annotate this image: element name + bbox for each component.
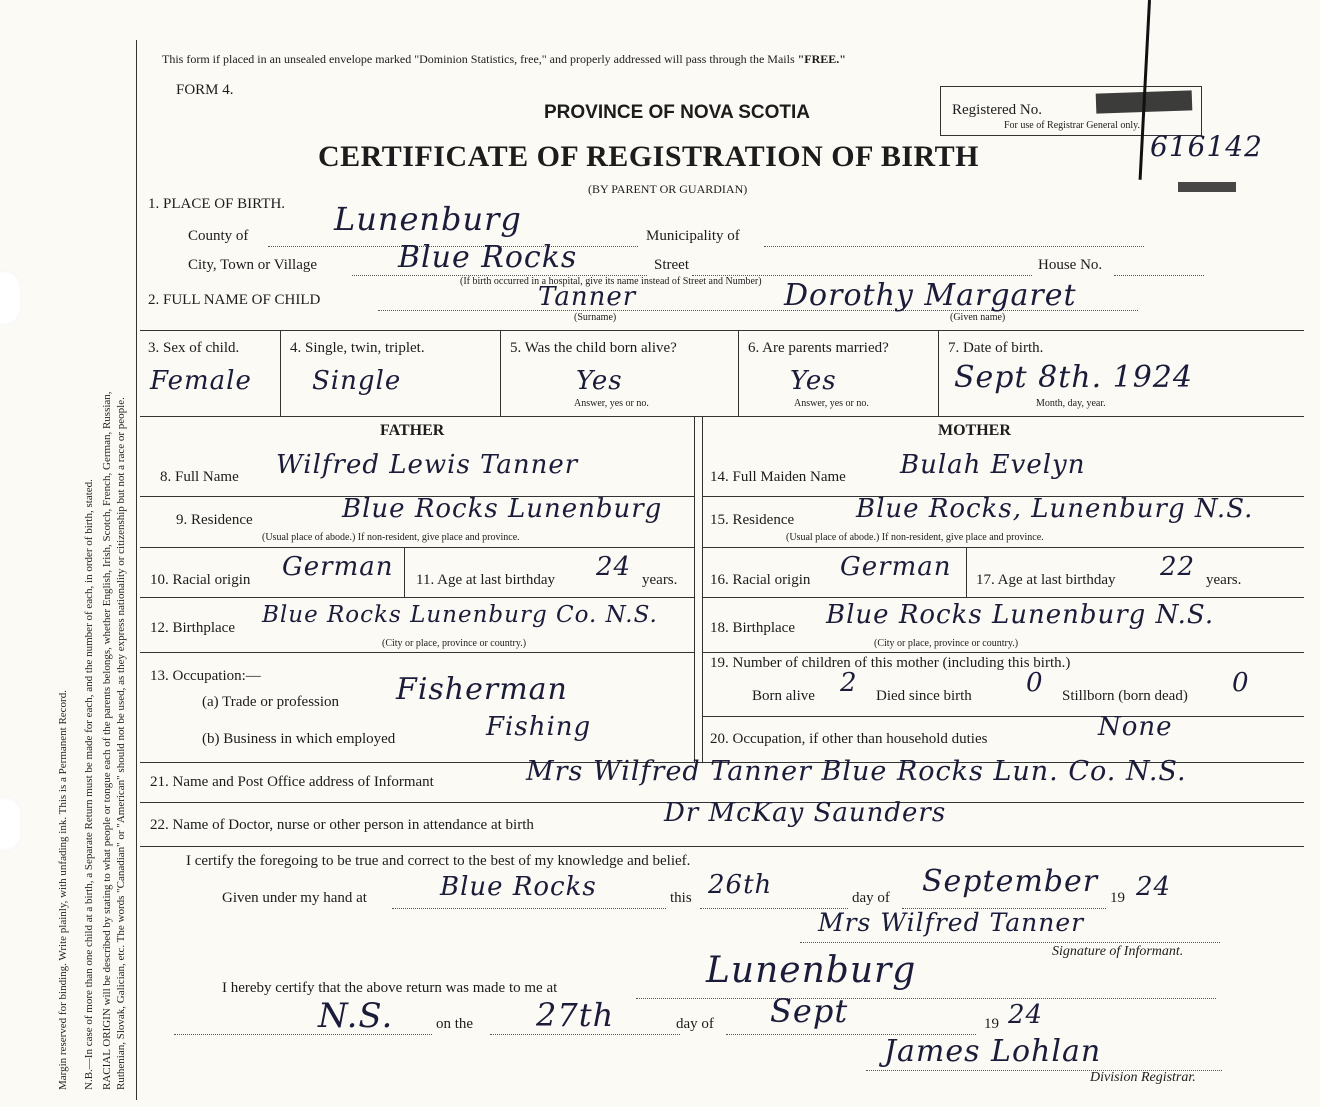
father-trade-label: (a) Trade or profession bbox=[202, 694, 340, 710]
parents-married-caption: Answer, yes or no. bbox=[794, 398, 869, 409]
rule bbox=[280, 330, 281, 416]
born-alive-count: 2 bbox=[840, 668, 858, 698]
certificate-title: CERTIFICATE OF REGISTRATION OF BIRTH bbox=[318, 140, 979, 173]
rule bbox=[500, 330, 501, 416]
house-number-label: House No. bbox=[1038, 257, 1103, 273]
mother-birthplace: Blue Rocks Lunenburg N.S. bbox=[826, 600, 1215, 630]
rule bbox=[140, 330, 1304, 331]
mother-name-label: 14. Full Maiden Name bbox=[710, 469, 846, 485]
rule bbox=[966, 547, 967, 597]
father-residence: Blue Rocks Lunenburg bbox=[342, 494, 663, 524]
parents-married-value: Yes bbox=[790, 366, 837, 396]
doctor-value: Dr McKay Saunders bbox=[664, 798, 947, 828]
certify-month: September bbox=[922, 864, 1099, 899]
father-name: Wilfred Lewis Tanner bbox=[276, 450, 579, 480]
born-alive-value: Yes bbox=[576, 366, 623, 396]
given-name-caption: (Given name) bbox=[950, 312, 1006, 323]
surname-caption: (Surname) bbox=[574, 312, 617, 323]
margin-note-racial-origin: RACIAL ORIGIN will be described by stating to what people or tongue each of the parents belongs, whether English, Irish, Scotch, French, German, Russian, bbox=[101, 391, 113, 1090]
sex-value: Female bbox=[150, 366, 252, 396]
father-business: Fishing bbox=[486, 712, 592, 742]
county-label: County of bbox=[188, 228, 249, 244]
parents-married-label: 6. Are parents married? bbox=[748, 340, 889, 356]
registrar-month: Sept bbox=[770, 992, 849, 1030]
died-since-birth-count: 0 bbox=[1026, 668, 1044, 698]
given-under-label: Given under my hand at bbox=[222, 890, 367, 906]
registrar-note: For use of Registrar General only. bbox=[1004, 120, 1140, 131]
punch-hole bbox=[0, 270, 22, 326]
column-divider bbox=[694, 416, 695, 762]
registrar-day: 27th bbox=[536, 996, 615, 1034]
registered-number: 616142 bbox=[1150, 130, 1263, 163]
child-surname: Tanner bbox=[538, 282, 637, 312]
municipality-label: Municipality of bbox=[646, 228, 740, 244]
certify-day-of-label: day of bbox=[852, 890, 890, 906]
born-alive-caption: Answer, yes or no. bbox=[574, 398, 649, 409]
father-age-label: 11. Age at last birthday bbox=[416, 572, 555, 588]
rule bbox=[702, 716, 1304, 717]
certificate-subtitle: (BY PARENT OR GUARDIAN) bbox=[588, 182, 748, 196]
registrar-signature-caption: Division Registrar. bbox=[1090, 1070, 1196, 1085]
father-residence-caption: (Usual place of abode.) If non-resident, give place and province. bbox=[262, 532, 520, 543]
registered-label: Registered No. bbox=[952, 102, 1042, 118]
informant-signature-caption: Signature of Informant. bbox=[1052, 944, 1184, 959]
father-age: 24 bbox=[596, 552, 632, 582]
certify-year: 24 bbox=[1136, 872, 1172, 902]
father-birthplace-label: 12. Birthplace bbox=[150, 620, 235, 636]
mother-residence: Blue Rocks, Lunenburg N.S. bbox=[856, 494, 1254, 524]
mother-birthplace-caption: (City or place, province or country.) bbox=[874, 638, 1019, 649]
father-residence-label: 9. Residence bbox=[176, 512, 253, 528]
father-trade: Fisherman bbox=[396, 672, 568, 707]
form-number: FORM 4. bbox=[176, 82, 234, 98]
mother-occupation: None bbox=[1098, 712, 1173, 742]
rule bbox=[140, 652, 694, 653]
registrar-day-of-label: day of bbox=[676, 1016, 714, 1032]
date-of-birth-value: Sept 8th. 1924 bbox=[954, 360, 1193, 395]
county-value: Lunenburg bbox=[334, 200, 522, 238]
province-heading: PROVINCE OF NOVA SCOTIA bbox=[544, 102, 811, 123]
father-birthplace: Blue Rocks Lunenburg Co. N.S. bbox=[262, 602, 658, 628]
mother-years: years. bbox=[1206, 572, 1242, 588]
rule bbox=[140, 846, 1304, 847]
informant-label: 21. Name and Post Office address of Informant bbox=[150, 774, 434, 790]
municipality-line bbox=[764, 246, 1144, 247]
registrar-place: Lunenburg bbox=[706, 950, 917, 991]
born-alive-label: 5. Was the child born alive? bbox=[510, 340, 677, 356]
hospital-note: (If birth occurred in a hospital, give its name instead of Street and Number) bbox=[460, 276, 762, 287]
margin-note-multiple-births: N.B.—In case of more than one child at a birth, a Separate Return must be made for each, and the number of each, in order of birth, stated. bbox=[83, 479, 95, 1090]
doctor-label: 22. Name of Doctor, nurse or other person in attendance at birth bbox=[150, 817, 534, 833]
father-occupation-label: 13. Occupation:— bbox=[150, 668, 261, 684]
informant-value: Mrs Wilfred Tanner Blue Rocks Lun. Co. N.S. bbox=[526, 756, 1187, 787]
certify-day: 26th bbox=[708, 870, 773, 900]
date-of-birth-label: 7. Date of birth. bbox=[948, 340, 1044, 356]
father-race-label: 10. Racial origin bbox=[150, 572, 251, 588]
on-the-label: on the bbox=[436, 1016, 474, 1032]
father-name-label: 8. Full Name bbox=[160, 469, 239, 485]
mother-birthplace-label: 18. Birthplace bbox=[710, 620, 795, 636]
certify-year-prefix: 19 bbox=[1110, 890, 1125, 906]
margin-note-racial-origin-2: Ruthenian, Slovak, Galician, etc. The words "Canadian" or "American" should not be used, as they express nationality or citizenship but not a race or people. bbox=[115, 397, 127, 1090]
rule bbox=[702, 652, 1304, 653]
rule bbox=[404, 547, 405, 597]
mother-heading: MOTHER bbox=[938, 422, 1011, 439]
father-years: years. bbox=[642, 572, 678, 588]
informant-signature: Mrs Wilfred Tanner bbox=[818, 908, 1085, 937]
house-line bbox=[1114, 275, 1204, 276]
rule bbox=[938, 330, 939, 416]
registrar-year: 24 bbox=[1008, 1000, 1044, 1030]
children-count-label: 19. Number of children of this mother (including this birth.) bbox=[710, 655, 1071, 671]
province-line bbox=[174, 1034, 432, 1035]
rule bbox=[140, 416, 1304, 417]
rule bbox=[702, 547, 1304, 548]
margin-rule bbox=[136, 40, 137, 1100]
mother-race: German bbox=[840, 552, 952, 582]
mother-name: Bulah Evelyn bbox=[900, 450, 1086, 480]
rule bbox=[738, 330, 739, 416]
place-line bbox=[392, 908, 666, 909]
rule bbox=[140, 597, 694, 598]
plurality-label: 4. Single, twin, triplet. bbox=[290, 340, 425, 356]
mother-residence-label: 15. Residence bbox=[710, 512, 795, 528]
certify-statement: I certify the foregoing to be true and correct to the best of my knowledge and belief. bbox=[186, 853, 691, 869]
signature-line bbox=[800, 942, 1220, 943]
mother-residence-caption: (Usual place of abode.) If non-resident, give place and province. bbox=[786, 532, 1044, 543]
registrar-signature: James Lohlan bbox=[884, 1034, 1102, 1069]
registrar-province: N.S. bbox=[318, 996, 394, 1036]
mother-occupation-label: 20. Occupation, if other than household duties bbox=[710, 731, 988, 747]
mother-race-label: 16. Racial origin bbox=[710, 572, 811, 588]
street-label: Street bbox=[654, 257, 689, 273]
rule bbox=[140, 547, 694, 548]
died-since-birth-label: Died since birth bbox=[876, 688, 972, 704]
father-business-label: (b) Business in which employed bbox=[202, 731, 396, 747]
struck-number bbox=[1178, 182, 1236, 192]
this-label: this bbox=[670, 890, 692, 906]
mother-age: 22 bbox=[1160, 552, 1196, 582]
rule bbox=[702, 597, 1304, 598]
punch-hole bbox=[0, 796, 22, 852]
stillborn-label: Stillborn (born dead) bbox=[1062, 688, 1188, 704]
place-of-birth-label: 1. PLACE OF BIRTH. bbox=[148, 196, 286, 212]
child-name-label: 2. FULL NAME OF CHILD bbox=[148, 292, 321, 308]
date-of-birth-caption: Month, day, year. bbox=[1036, 398, 1106, 409]
postal-notice: This form if placed in an unsealed envelope marked "Dominion Statistics, free," and properly addressed will pass through the Mails "FREE." bbox=[162, 52, 846, 66]
plurality-value: Single bbox=[312, 366, 402, 396]
father-birthplace-caption: (City or place, province or country.) bbox=[382, 638, 527, 649]
registrar-statement: I hereby certify that the above return was made to me at bbox=[222, 980, 558, 996]
registrar-year-prefix: 19 bbox=[984, 1016, 999, 1032]
city-label: City, Town or Village bbox=[188, 257, 318, 273]
column-divider bbox=[702, 416, 703, 762]
mother-age-label: 17. Age at last birthday bbox=[976, 572, 1116, 588]
registrar-place-line bbox=[636, 998, 1216, 999]
born-alive-count-label: Born alive bbox=[752, 688, 815, 704]
registrar-day-line bbox=[490, 1034, 680, 1035]
sex-label: 3. Sex of child. bbox=[148, 340, 240, 356]
father-heading: FATHER bbox=[380, 422, 445, 439]
stillborn-count: 0 bbox=[1232, 668, 1250, 698]
father-race: German bbox=[282, 552, 394, 582]
certify-place: Blue Rocks bbox=[440, 872, 597, 902]
city-value: Blue Rocks bbox=[398, 240, 578, 275]
margin-note-binding: Margin reserved for binding. Write plainly, with unfading ink. This is a Permanent Record. bbox=[57, 690, 69, 1090]
child-given-name: Dorothy Margaret bbox=[784, 278, 1077, 313]
